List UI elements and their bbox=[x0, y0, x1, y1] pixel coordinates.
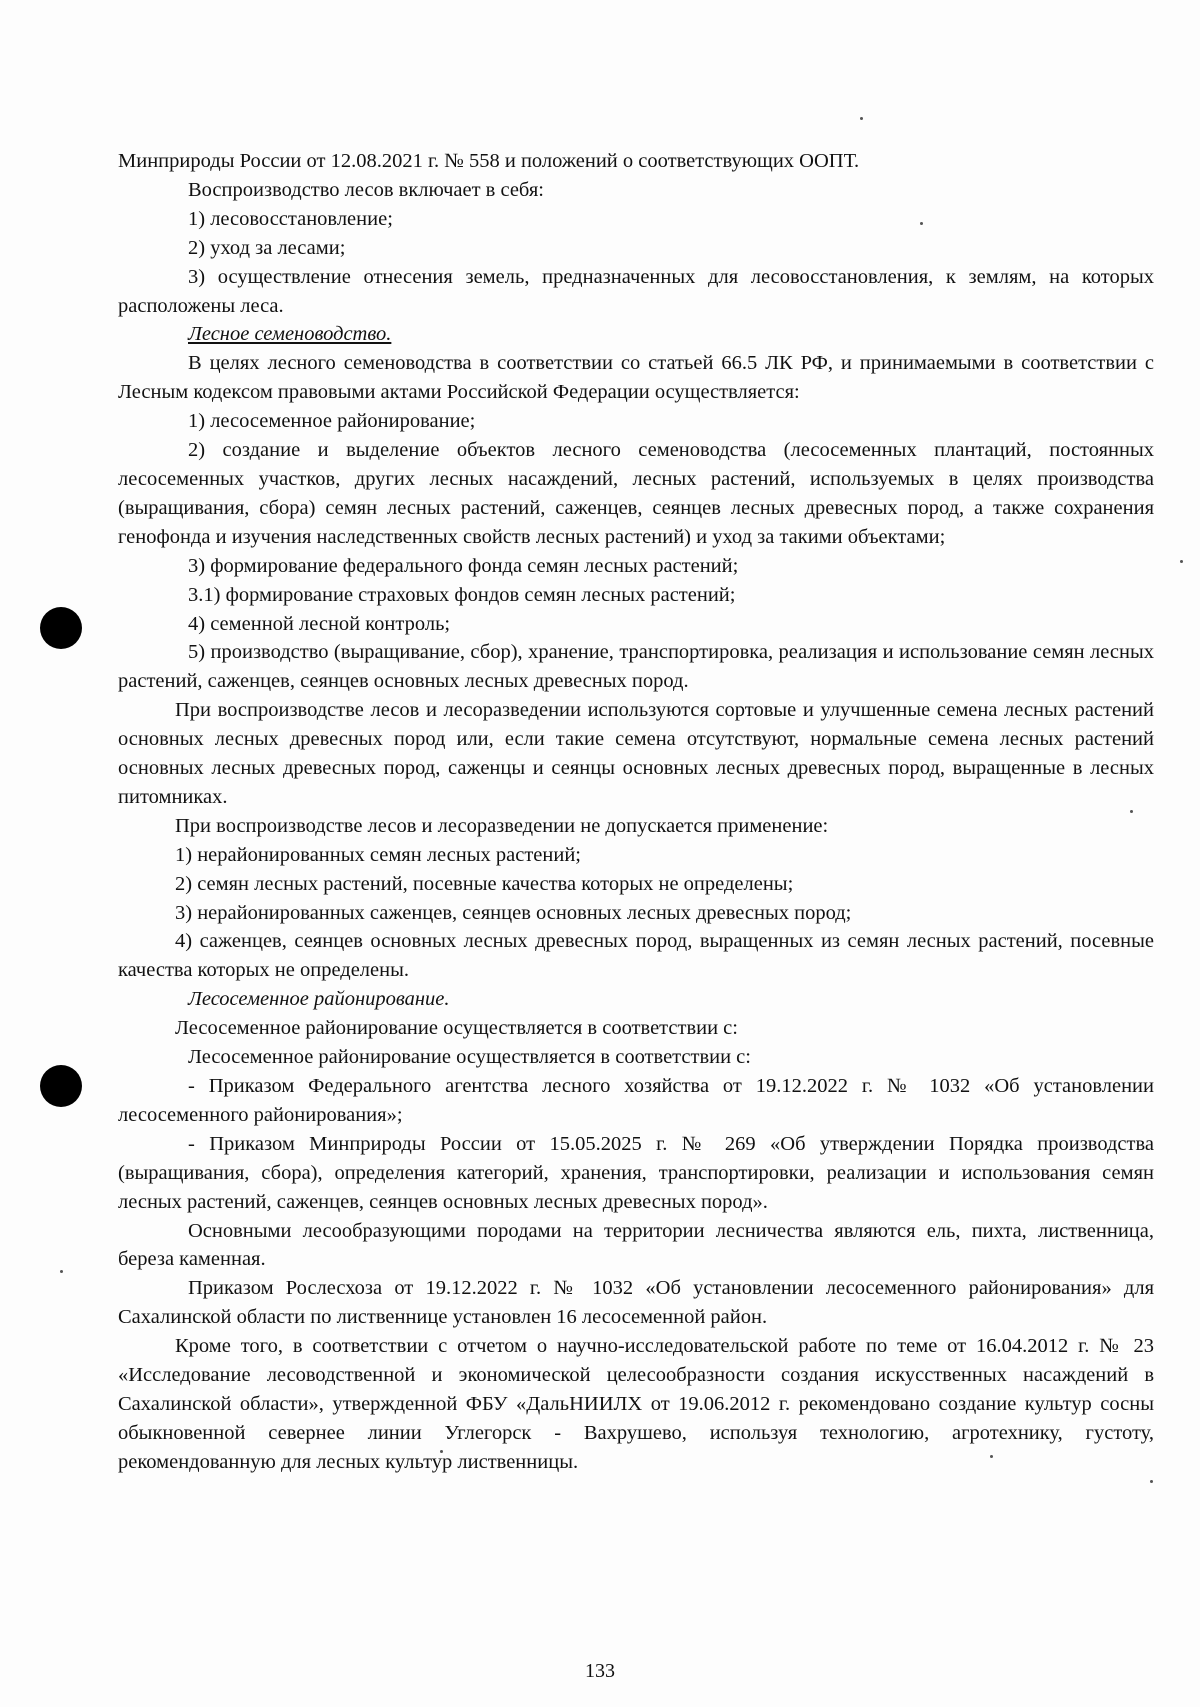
section-heading bbox=[118, 320, 1154, 349]
scan-speck bbox=[1180, 560, 1183, 563]
paragraph: Кроме того, в соответствии с отчетом о научно-исследовательской работе по теме от 16.04.2012 г. № 23 «Исследование лесоводственной и экономической целесообразности создания искусственных насаждений в Сахалинской области», утвержденной ФБУ «ДальНИИЛХ от 19.06.2012 г. рекомендовано создание культур сосны обыкновенной севернее линии Углегорск - Вахрушево, используя технологию, агротехнику, густоту, рекомендованную для лесных культур лиственницы. bbox=[118, 1335, 1154, 1473]
list-item: 2) семян лесных растений, посевные качества которых не определены; bbox=[175, 872, 794, 895]
paragraph: Воспроизводство лесов включает в себя: bbox=[188, 178, 544, 201]
section-heading: Лесосеменное районирование. bbox=[188, 988, 450, 1011]
list-item: - Приказом Федерального агентства лесного хозяйства от 19.12.2022 г. № 1032 «Об установлении лесосеменного районирования»; bbox=[118, 1075, 1154, 1126]
section-heading-text: Лесное семеноводство. bbox=[188, 323, 392, 346]
scan-speck bbox=[1150, 1480, 1153, 1483]
list-item: 1) лесосеменное районирование; bbox=[188, 410, 476, 433]
list-item: 3) осуществление отнесения земель, предназначенных для лесовосстановления, к землям, на которых расположены леса. bbox=[118, 265, 1154, 317]
paragraph: Лесосеменное районирование осуществляется в соответствии с: bbox=[175, 1017, 738, 1040]
scan-speck bbox=[60, 1270, 63, 1273]
list-item: 1) лесовосстановление; bbox=[188, 207, 393, 230]
list-item: 3) формирование федерального фонда семян лесных растений; bbox=[188, 554, 739, 577]
list-item: - Приказом Минприроды России от 15.05.2025 г. № 269 «Об утверждении Порядка производства (выращивания, сбора), определения категорий, хранения, транспортировки, реализации и использования семян лесных растений, саженцев, сеянцев основных лесных древесных пород». bbox=[118, 1132, 1154, 1213]
list-item: 4) семенной лесной контроль; bbox=[188, 612, 451, 635]
punch-hole-top bbox=[40, 607, 82, 649]
page-number: 133 bbox=[585, 1660, 615, 1682]
list-item: 5) производство (выращивание, сбор), хранение, транспортировка, реализация и использование семян лесных растений, саженцев, сеянцев основных лесных древесных пород. bbox=[118, 641, 1154, 693]
paragraph: При воспроизводстве лесов и лесоразведении используются сортовые и улучшенные семена лесных растений основных лесных древесных пород или, если такие семена отсутствуют, нормальные семена лесных растений основных лесных древесных пород, саженцы и сеянцы основных лесных древесных пород, выращенные в лесных питомниках. bbox=[118, 699, 1154, 808]
paragraph: Лесосеменное районирование осуществляется в соответствии с: bbox=[188, 1046, 751, 1069]
paragraph: Минприроды России от 12.08.2021 г. № 558 и положений о соответствующих ООПТ. bbox=[118, 150, 860, 172]
punch-hole-bottom bbox=[40, 1065, 82, 1107]
paragraph: В целях лесного семеноводства в соответствии со статьей 66.5 ЛК РФ, и принимаемыми в соответствии с Лесным кодексом правовыми актами Российской Федерации осуществляется: bbox=[118, 352, 1154, 404]
document-body bbox=[118, 147, 1154, 1477]
paragraph: Приказом Рослесхоза от 19.12.2022 г. № 1032 «Об установлении лесосеменного районирования» для Сахалинской области по лиственнице установлен 16 лесосеменной район. bbox=[118, 1277, 1154, 1329]
list-item: 3) нерайонированных саженцев, сеянцев основных лесных древесных пород; bbox=[175, 901, 852, 924]
scan-speck bbox=[860, 117, 863, 120]
list-item: 2) уход за лесами; bbox=[188, 236, 346, 259]
list-item: 3.1) формирование страховых фондов семян лесных растений; bbox=[188, 583, 736, 606]
list-item: 2) создание и выделение объектов лесного семеноводства (лесосеменных плантаций, постоянных лесосеменных участков, других лесных насаждений, лесных растений, используемых в целях производства (выращивания, сбора) семян лесных растений, саженцев, сеянцев лесных древесных пород, а также сохранения генофонда и изучения наследственных свойств лесных растений) и уход за такими объектами; bbox=[118, 439, 1154, 548]
paragraph: При воспроизводстве лесов и лесоразведении не допускается применение: bbox=[175, 814, 829, 837]
paragraph: Основными лесообразующими породами на территории лесничества являются ель, пихта, лиственница, береза каменная. bbox=[118, 1219, 1154, 1271]
list-item: 1) нерайонированных семян лесных растений; bbox=[175, 843, 581, 866]
list-item: 4) саженцев, сеянцев основных лесных древесных пород, выращенных из семян лесных растений, посевные качества которых не определены. bbox=[118, 930, 1154, 982]
